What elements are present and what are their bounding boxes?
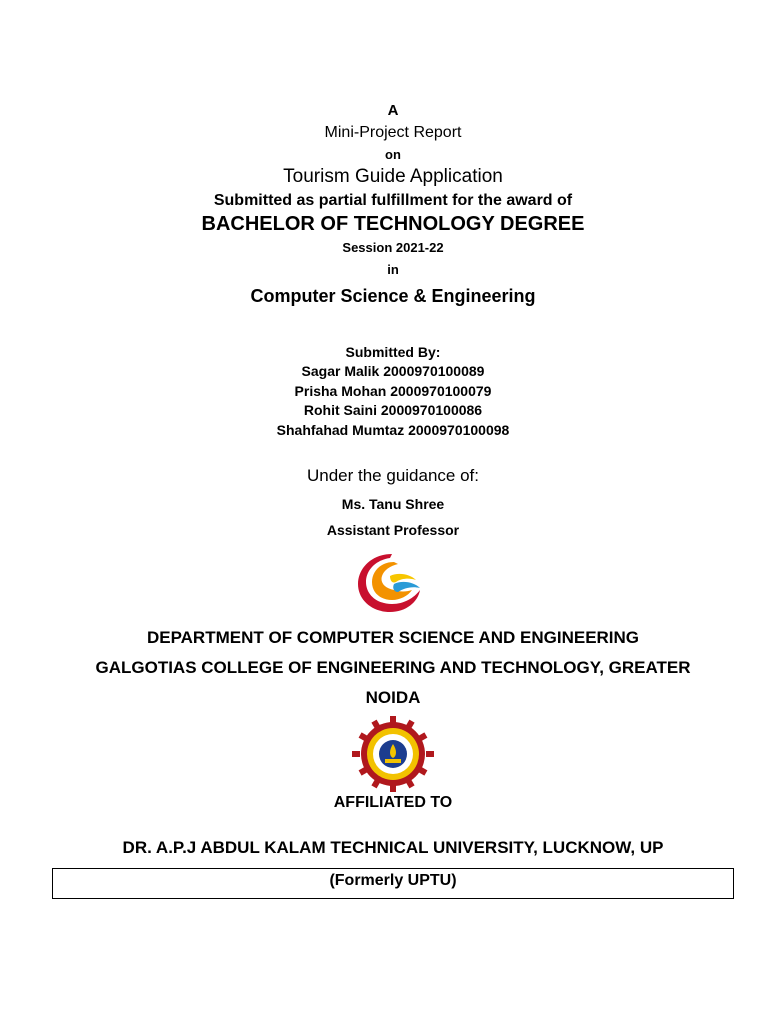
submitted-for: Submitted as partial fulfillment for the award of bbox=[213, 192, 573, 209]
guidance-heading: Under the guidance of: bbox=[306, 466, 479, 485]
university-name: DR. A.P.J ABDUL KALAM TECHNICAL UNIVERSITY, LUCKNOW, UP bbox=[122, 838, 664, 857]
report-type: Mini-Project Report bbox=[324, 124, 462, 141]
student-entry: Sagar Malik 2000970100089 bbox=[301, 363, 485, 379]
submitted-by-heading: Submitted By: bbox=[345, 344, 441, 360]
student-entry: Prisha Mohan 2000970100079 bbox=[294, 383, 492, 399]
college-name-line1: GALGOTIAS COLLEGE OF ENGINEERING AND TECHNOLOGY, GREATER bbox=[95, 658, 691, 677]
report-article: A bbox=[387, 102, 399, 119]
student-entry: Rohit Saini 2000970100086 bbox=[303, 402, 483, 418]
session: Session 2021-22 bbox=[342, 240, 444, 255]
report-in: in bbox=[387, 262, 399, 277]
guide-name: Ms. Tanu Shree bbox=[341, 496, 445, 512]
report-on: on bbox=[385, 147, 401, 162]
college-logo-icon bbox=[354, 550, 424, 614]
department-name: Computer Science & Engineering bbox=[250, 286, 536, 306]
affiliated-to: AFFILIATED TO bbox=[333, 794, 453, 811]
project-title: Tourism Guide Application bbox=[283, 166, 503, 187]
college-name-line2: NOIDA bbox=[365, 688, 421, 707]
university-seal-icon bbox=[352, 716, 434, 792]
formerly-box bbox=[52, 868, 734, 899]
institution-department: DEPARTMENT OF COMPUTER SCIENCE AND ENGINEERING bbox=[146, 628, 640, 647]
guide-designation: Assistant Professor bbox=[326, 522, 460, 538]
formerly-name: (Formerly UPTU) bbox=[329, 872, 457, 889]
degree-title: BACHELOR OF TECHNOLOGY DEGREE bbox=[201, 213, 585, 235]
student-entry: Shahfahad Mumtaz 2000970100098 bbox=[276, 422, 510, 438]
